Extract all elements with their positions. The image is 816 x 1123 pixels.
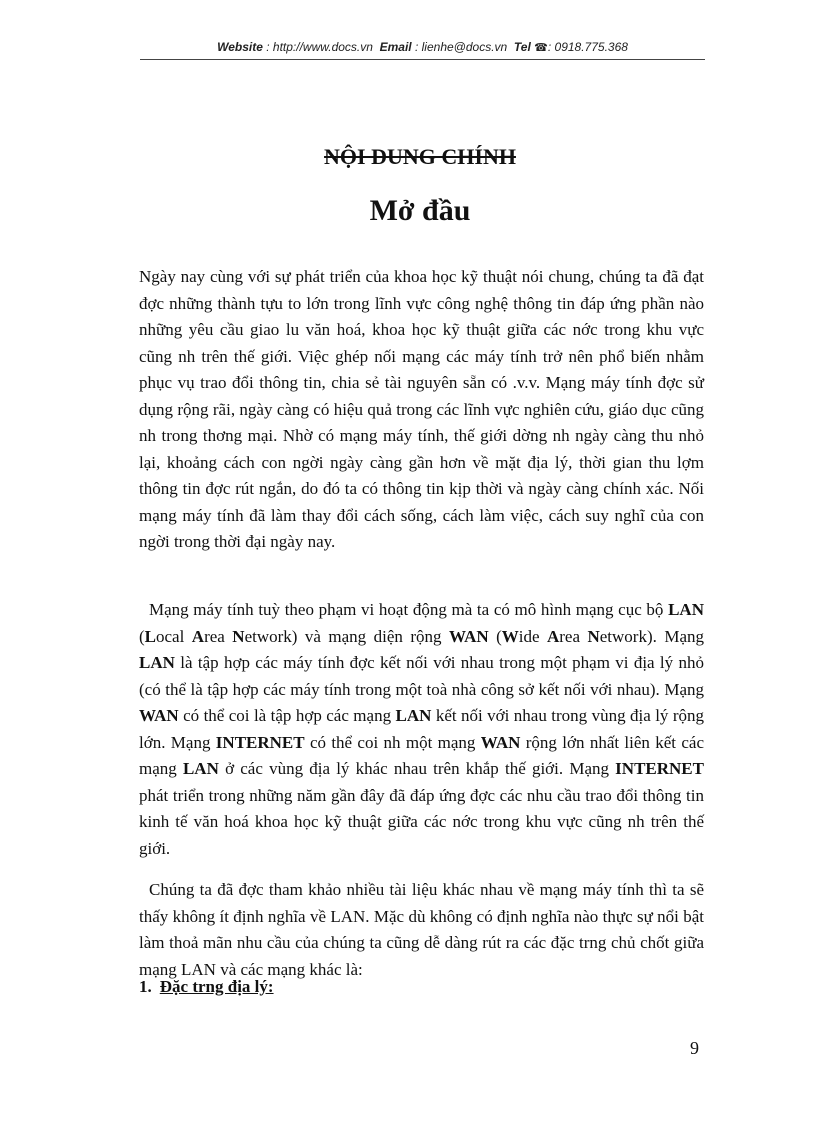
page-number: 9 <box>690 1038 699 1058</box>
email-link[interactable]: lienhe@docs.vn <box>421 40 508 54</box>
email-label: Email <box>379 40 412 54</box>
section-title: NỘI DUNG CHÍNH <box>324 144 516 169</box>
paragraph-intro: Ngày nay cùng với sự phát triển của khoa học kỹ thuật nói chung, chúng ta đã đạt đợc những thành tựu to lớn trong lĩnh vực công nghệ thông tin đáp ứng phần nào những yêu cầu giao lu văn hoá, khoa học kỹ thuật giữa các nớc trong khu vực cũng nh trên thế giới. Việc ghép nối mạng các máy tính trở nên phổ biến nhằm phục vụ trao đổi thông tin, chia sẻ tài nguyên sẵn có .v.v. Mạng máy tính đợc sử dụng rộng rãi, ngày càng có hiệu quả trong các lĩnh vực nghiên cứu, giáo dục cũng nh trong thơng mại. Nhờ có mạng máy tính, thế giới dờng nh ngày càng thu nhỏ lại, khoảng cách con ngời ngày càng gần hơn về mặt địa lý, thời gian thu lợm thông tin đợc rút ngắn, do đó ta có thông tin kịp thời và ngày càng chính xác. Nối mạng máy tính đã làm thay đổi cách sống, cách làm việc, cách suy nghĩ của con ngời trong thời đại ngày nay. <box>139 267 704 551</box>
heading-geographic <box>139 977 274 997</box>
website-link[interactable]: http://www.docs.vn <box>272 40 373 54</box>
phone-number: 0918.775.368 <box>554 40 628 54</box>
paragraph-network-types: Mạng máy tính tuỳ theo phạm vi hoạt động mà ta có mô hình mạng cục bộ LAN (Local Area Network) và mạng diện rộng WAN (Wide Area Network). Mạng LAN là tập hợp các máy tính đợc kết nối với nhau trong một phạm vi địa lý nhỏ (có thể là tập hợp các máy tính trong một toà nhà công sở kết nối với nhau). Mạng WAN có thể coi là tập hợp các mạng LAN kết nối với nhau trong vùng địa lý rộng lớn. Mạng INTERNET có thể coi nh một mạng WAN rộng lớn nhất liên kết các mạng LAN ở các vùng địa lý khác nhau trên khắp thế giới. Mạng INTERNET phát triển trong những năm gần đây đã đáp ứng đợc các nhu cầu trao đổi thông tin kinh tế văn hoá khoa học kỹ thuật giữa các nớc trong khu vực cũng nh trên thế giới. <box>139 600 704 858</box>
heading-text: Đặc trng địa lý: <box>159 977 274 996</box>
heading-number: 1. <box>139 977 152 996</box>
paragraph-lan-definition: Chúng ta đã đợc tham khảo nhiều tài liệu khác nhau về mạng máy tính thì ta sẽ thấy không ít định nghĩa về LAN. Mặc dù không có định nghĩa nào thực sự nổi bật làm thoả mãn nhu cầu của chúng ta cũng dễ dàng rút ra các đặc trng chủ chốt giữa mạng LAN và các mạng khác là: <box>139 880 704 979</box>
chapter-title: Mở đầu <box>369 194 471 227</box>
header-divider <box>140 59 705 60</box>
phone-icon: ☎ <box>534 42 548 54</box>
website-label: Website <box>217 40 263 54</box>
page-header: Website : http://www.docs.vn Email : lienhe@docs.vn Tel ☎: 0918.775.368 <box>217 40 628 54</box>
tel-label: Tel <box>513 40 531 54</box>
